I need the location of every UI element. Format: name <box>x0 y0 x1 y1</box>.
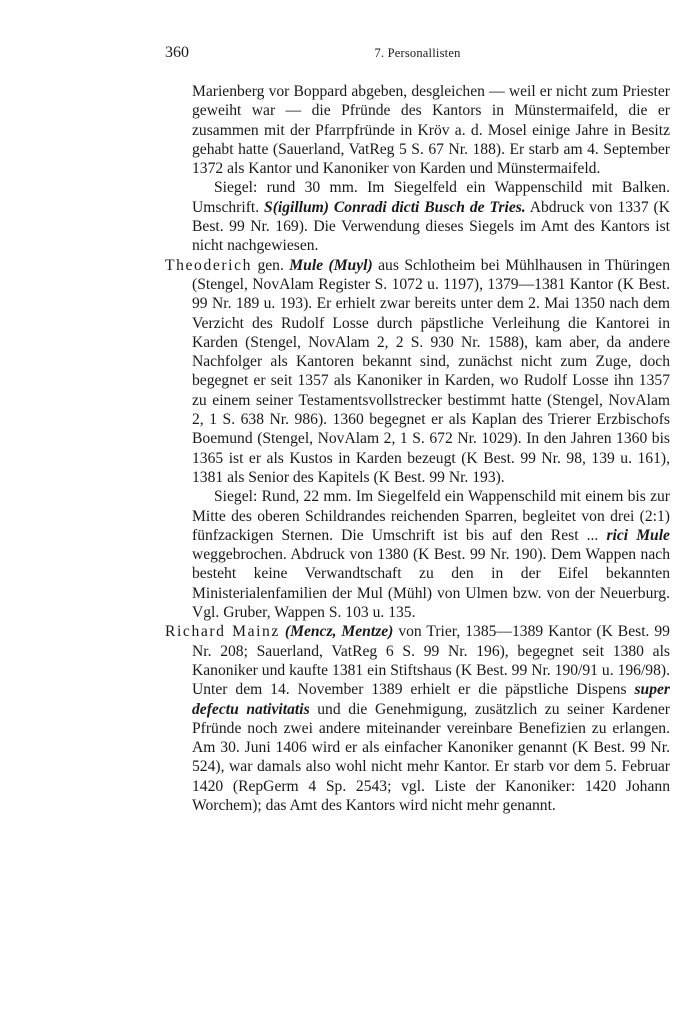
person-surname: (Mencz, Mentze) <box>284 623 394 641</box>
seal-inscription: S(igillum) Conradi dicti Busch de Tries. <box>264 198 526 216</box>
entry-text: gen. <box>252 256 290 274</box>
paragraph-continuation <box>165 82 670 178</box>
entry-text-tail: und die Genehmigung, zusätzlich zu seiner Kardener Pfründe noch zwei andere miteinander vereinbare Benefizien zu erlangen. Am 30. Juni 1406 wird er als einfacher Kanoniker genannt (K Best. 99 Nr. 524), war damals also wohl nicht mehr Kantor. Er starb vor dem 5. Februar 1420 (RepGerm 4 Sp. 2543; vgl. Liste der Kanoniker: 1420 Johann Worchem); das Amt des Kantors wird nicht mehr genannt. <box>192 700 670 814</box>
seal-paragraph <box>165 178 670 255</box>
seal-text: Siegel: rund 30 mm. Im Siegelfeld ein Wappenschild mit Balken. Umschrift. <box>192 179 670 216</box>
paragraph-text: Marienberg vor Boppard abgeben, desgleichen — weil er nicht zum Priester geweiht war — die Pfründe des Kantors in Münstermaifeld, die er zusammen mit der Pfarrpfründe in Kröv a. d. Mosel einige Jahre in Besitz gehabt hatte (Sauerland, VatReg 5 S. 67 Nr. 188). Er starb am 4. September 1372 als Kantor und Kanoniker von Karden und Münstermaifeld. <box>192 83 670 178</box>
entry-text-tail: aus Schlotheim bei Mühlhausen in Thüringen (Stengel, NovAlam Register S. 1072 u. 1197), 1379—1381 Kantor (K Best. 99 Nr. 189 u. 193). Er erhielt zwar bereits unter dem 2. Mai 1350 nach dem Verzicht des Rudolf Losse durch päpstliche Verleihung die Kantorei in Karden (Stengel, NovAlam 2, 2 S. 930 Nr. 1588), kam aber, da andere Nachfolger als Kantoren bekannt sind, zunächst nicht zum Zuge, doch begegnet er seit 1357 als Kanoniker in Karden, wo Rudolf Losse ihn 1357 zu einem seiner Testamentsvollstrecker bestimmt hatte (Stengel, NovAlam 2, 1 S. 638 Nr. 986). 1360 begegnet er als Kaplan des Trierer Erzbischofs Boemund (Stengel, NovAlam 2, 1 S. 672 Nr. 1029). In den Jahren 1360 bis 1365 ist er als Kustos in Karden bezeugt (K Best. 99 Nr. 98, 139 u. 161), 1381 als Senior des Kapitels (K Best. 99 Nr. 193). <box>192 256 670 486</box>
entry-richard-mainz <box>165 622 670 815</box>
person-name: Richard Mainz <box>165 623 280 641</box>
page-number: 360 <box>165 44 189 61</box>
seal-inscription: rici Mule <box>606 526 670 544</box>
text-body <box>165 82 670 815</box>
entry-text: von Trier, 1385—1389 Kantor (K Best. 99 Nr. 208; Sauerland, VatReg 6 S. 99 Nr. 196), begegnet seit 1380 als Kanoniker und kaufte 1381 ein Stiftshaus (K Best. 99 Nr. 190/91 u. 196/98). Unter dem 14. November 1389 erhielt er die päpstliche Dispens <box>192 623 670 699</box>
seal-text-tail: Abdruck von 1337 (K Best. 99 Nr. 169). Die Verwendung dieses Siegels im Amt des Kantors ist nicht nachgewiesen. <box>192 198 670 255</box>
latin-phrase: super defectu nativitatis <box>192 681 670 718</box>
running-head: 7. Personallisten <box>374 46 461 60</box>
seal-text: Siegel: Rund, 22 mm. Im Siegelfeld ein Wappenschild mit einem bis zur Mitte des oberen Schildrandes reichenden Sparren, begleitet von drei (2:1) fünfzackigen Sternen. Die Umschrift ist bis auf den Rest ... <box>192 488 670 544</box>
seal-paragraph <box>165 487 670 622</box>
seal-text-tail: weggebrochen. Abdruck von 1380 (K Best. 99 Nr. 190). Dem Wappen nach besteht keine Verwandtschaft zu den in der Eifel bekannten Ministerialenfamilien der Mul (Mühl) von Ulmen bzw. von der Neuerburg. Vgl. Gruber, Wappen S. 103 u. 135. <box>192 546 670 622</box>
entry-theoderich <box>165 256 670 488</box>
person-name: Theoderich <box>165 256 253 274</box>
person-surname: Mule (Muyl) <box>289 256 373 274</box>
page-header <box>165 44 670 64</box>
